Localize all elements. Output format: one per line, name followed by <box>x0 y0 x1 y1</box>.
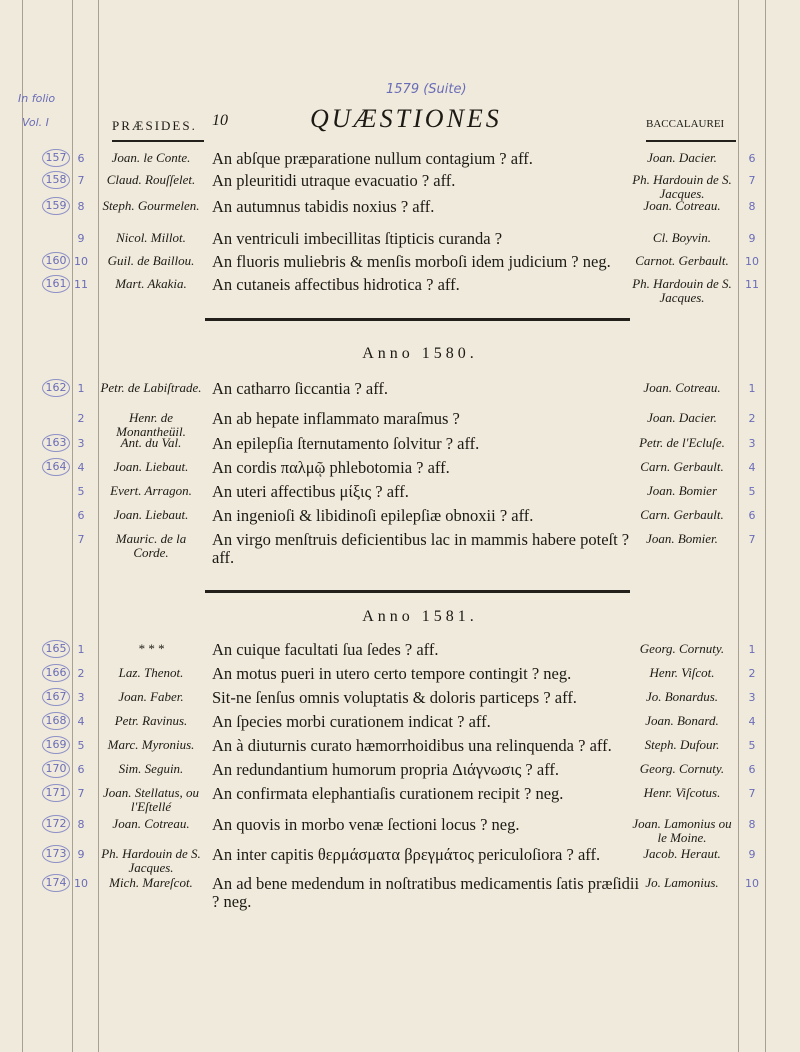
question-text: An ad bene medendum in noſtratibus medicamentis ſatis præſidii ? neg. <box>212 874 640 911</box>
right-question-number: 2 <box>748 412 756 425</box>
header-rule <box>646 140 736 142</box>
question-number: 9 <box>77 848 85 861</box>
praeses-name: Claud. Rouſſelet. <box>106 172 196 187</box>
question-number: 7 <box>77 533 85 546</box>
catalog-number-mark: 167 <box>42 688 70 706</box>
baccalaureus-name: Joan. Bomier. <box>646 531 718 546</box>
question-text: An cutaneis affectibus hidrotica ? aff. <box>212 275 460 294</box>
right-question-number: 9 <box>748 232 756 245</box>
praeses-name: Laz. Thenot. <box>118 665 184 680</box>
catalog-number-mark: 174 <box>42 874 70 892</box>
catalog-number-mark: 168 <box>42 712 70 730</box>
right-question-number: 2 <box>748 667 756 680</box>
margin-line <box>765 0 766 1052</box>
catalog-number-mark: 171 <box>42 784 70 802</box>
praeses-name: Petr. Ravinus. <box>114 713 188 728</box>
praeses-name: Petr. de Labiſtrade. <box>100 380 202 395</box>
praeses-name: Joan. Liebaut. <box>113 459 189 474</box>
praeses-name: Joan. Stellatus, ou l'Eſtellé <box>102 785 200 814</box>
baccalaureus-name: Joan. Dacier. <box>647 410 717 425</box>
question-text: An ab hepate inflammato maraſmus ? <box>212 409 460 428</box>
question-text: An inter capitis θερμάσματα βρεγμάτος periculoſiora ? aff. <box>212 845 601 864</box>
praeses-name: Evert. Arragon. <box>110 483 192 498</box>
praeses-name: Joan. Faber. <box>118 689 184 704</box>
catalog-number-mark: 157 <box>42 149 70 167</box>
praeses-name: Ant. du Val. <box>120 435 182 450</box>
baccalaureus-name: Joan. Dacier. <box>647 150 717 165</box>
catalog-number-mark: 165 <box>42 640 70 658</box>
catalog-number-mark: 163 <box>42 434 70 452</box>
question-text: An ſpecies morbi curationem indicat ? aff. <box>212 712 491 731</box>
header-presides: PRÆSIDES. <box>112 118 197 133</box>
header-rule <box>112 140 204 142</box>
question-text: An quovis in morbo venæ ſectioni locus ? neg. <box>212 815 520 834</box>
question-number: 2 <box>77 667 85 680</box>
question-number: 2 <box>77 412 85 425</box>
catalog-number-mark: 161 <box>42 275 70 293</box>
praeses-name: Nicol. Millot. <box>116 230 186 245</box>
catalog-number-mark: 162 <box>42 379 70 397</box>
baccalaureus-name: Carn. Gerbault. <box>640 507 724 522</box>
question-text: An cuique facultati ſua ſedes ? aff. <box>212 640 439 659</box>
question-number: 10 <box>74 877 88 890</box>
praeses-name: Joan. Cotreau. <box>112 816 190 831</box>
header-baccalaurei: BACCALAUREI <box>646 118 725 130</box>
question-number: 3 <box>77 691 85 704</box>
question-number: 10 <box>74 255 88 268</box>
question-number: 1 <box>77 643 85 656</box>
praeses-name: Mauric. de la Corde. <box>115 531 187 560</box>
page-title: QUÆSTIONES <box>310 104 502 133</box>
baccalaureus-name: Georg. Cornuty. <box>639 761 725 776</box>
praeses-name: Mich. Mareſcot. <box>109 875 193 890</box>
question-text: An confirmata elephantiaſis curationem recipit ? neg. <box>212 784 564 803</box>
baccalaureus-name: Henr. Viſcotus. <box>643 785 721 800</box>
right-question-number: 10 <box>745 877 759 890</box>
baccalaureus-name: Joan. Bonard. <box>645 713 719 728</box>
catalog-number-mark: 170 <box>42 760 70 778</box>
catalog-number-mark: 172 <box>42 815 70 833</box>
praeses-name: Steph. Gourmelen. <box>102 198 200 213</box>
baccalaureus-name: Cl. Boyvin. <box>652 230 712 245</box>
question-text: An cordis παλμῷ phlebotomia ? aff. <box>212 458 450 477</box>
question-number: 6 <box>77 763 85 776</box>
year-heading: Anno 1580. <box>362 345 478 362</box>
catalog-number-mark: 173 <box>42 845 70 863</box>
right-question-number: 4 <box>748 461 756 474</box>
right-question-number: 5 <box>748 485 756 498</box>
question-text: An uteri affectibus μίξις ? aff. <box>212 482 409 501</box>
question-text: An epilepſia ſternutamento ſolvitur ? aff. <box>212 434 480 453</box>
margin-line <box>22 0 23 1052</box>
baccalaureus-name: Joan. Lamonius ou le Moine. <box>632 816 732 845</box>
right-question-number: 5 <box>748 739 756 752</box>
baccalaureus-name: Steph. Dufour. <box>644 737 720 752</box>
question-text: An abſque præparatione nullum contagium ? aff. <box>212 149 533 168</box>
praeses-name: Sim. Seguin. <box>118 761 184 776</box>
right-question-number: 7 <box>748 533 756 546</box>
question-text: An catharro ſiccantia ? aff. <box>212 379 389 398</box>
right-question-number: 6 <box>748 152 756 165</box>
right-question-number: 6 <box>748 763 756 776</box>
baccalaureus-name: Jo. Bonardus. <box>645 689 719 704</box>
right-question-number: 9 <box>748 848 756 861</box>
question-number: 9 <box>77 232 85 245</box>
question-number: 7 <box>77 787 85 800</box>
baccalaureus-name: Henr. Viſcot. <box>649 665 715 680</box>
question-text: An à diuturnis curato hæmorrhoidibus una relinquenda ? aff. <box>212 736 612 755</box>
right-question-number: 7 <box>748 787 756 800</box>
catalog-number-mark: 160 <box>42 252 70 270</box>
right-question-number: 11 <box>745 278 759 291</box>
question-text: An motus pueri in utero certo tempore contingit ? neg. <box>212 664 572 683</box>
question-text: An pleuritidi utraque evacuatio ? aff. <box>212 171 456 190</box>
baccalaureus-name: Joan. Bomier <box>646 483 718 498</box>
question-number: 5 <box>77 485 85 498</box>
question-number: 1 <box>77 382 85 395</box>
right-question-number: 10 <box>745 255 759 268</box>
baccalaureus-name: Ph. Hardouin de S. Jacques. <box>632 276 732 305</box>
margin-note-folio: In folio <box>18 92 56 105</box>
section-rule <box>205 590 630 593</box>
baccalaureus-name: Joan. Cotreau. <box>643 198 721 213</box>
question-text: An ventriculi imbecillitas ſtipticis curanda ? <box>212 229 503 248</box>
praeses-name: * * * <box>138 641 164 656</box>
catalog-number-mark: 169 <box>42 736 70 754</box>
right-question-number: 8 <box>748 200 756 213</box>
praeses-name: Guil. de Baillou. <box>107 253 195 268</box>
right-question-number: 8 <box>748 818 756 831</box>
right-question-number: 3 <box>748 691 756 704</box>
question-number: 4 <box>77 461 85 474</box>
margin-note-volume: Vol. I <box>22 116 49 129</box>
question-text: An fluoris muliebris & menſis morboſi idem judicium ? neg. <box>212 252 611 271</box>
baccalaureus-name: Petr. de l'Ecluſe. <box>639 435 725 450</box>
right-question-number: 3 <box>748 437 756 450</box>
right-question-number: 1 <box>748 382 756 395</box>
question-text: An redundantium humorum propria Διάγνωσις ? aff. <box>212 760 560 779</box>
year-heading: Anno 1581. <box>362 608 478 625</box>
section-rule <box>205 318 630 321</box>
praeses-name: Ph. Hardouin de S. Jacques. <box>101 846 201 875</box>
margin-note-top: 1579 (Suite) <box>386 82 467 97</box>
baccalaureus-name: Ph. Hardouin de S. Jacques. <box>632 172 732 201</box>
praeses-name: Marc. Myronius. <box>107 737 195 752</box>
question-number: 6 <box>77 509 85 522</box>
right-question-number: 6 <box>748 509 756 522</box>
question-number: 3 <box>77 437 85 450</box>
baccalaureus-name: Georg. Cornuty. <box>639 641 725 656</box>
question-number: 8 <box>77 200 85 213</box>
question-text: Sit-ne ſenſus omnis voluptatis & doloris particeps ? aff. <box>212 688 577 707</box>
question-text: An ingenioſi & libidinoſi epilepſiæ obnoxii ? aff. <box>212 506 534 525</box>
margin-line <box>738 0 739 1052</box>
catalog-number-mark: 166 <box>42 664 70 682</box>
praeses-name: Mart. Akakia. <box>115 276 187 291</box>
page-number: 10 <box>212 112 228 129</box>
question-number: 8 <box>77 818 85 831</box>
question-number: 5 <box>77 739 85 752</box>
right-question-number: 1 <box>748 643 756 656</box>
baccalaureus-name: Jo. Lamonius. <box>645 875 719 890</box>
baccalaureus-name: Joan. Cotreau. <box>643 380 721 395</box>
catalog-number-mark: 164 <box>42 458 70 476</box>
question-number: 6 <box>77 152 85 165</box>
praeses-name: Henr. de Monantheüil. <box>116 410 186 439</box>
baccalaureus-name: Carn. Gerbault. <box>640 459 724 474</box>
catalog-number-mark: 158 <box>42 171 70 189</box>
question-text: An autumnus tabidis noxius ? aff. <box>212 197 435 216</box>
question-number: 11 <box>74 278 88 291</box>
baccalaureus-name: Carnot. Gerbault. <box>635 253 729 268</box>
question-text: An virgo menſtruis deficientibus lac in mammis habere poteſt ? aff. <box>212 530 630 567</box>
baccalaureus-name: Jacob. Heraut. <box>643 846 721 861</box>
praeses-name: Joan. le Conte. <box>111 150 191 165</box>
praeses-name: Joan. Liebaut. <box>113 507 189 522</box>
catalog-number-mark: 159 <box>42 197 70 215</box>
question-number: 4 <box>77 715 85 728</box>
right-question-number: 7 <box>748 174 756 187</box>
question-number: 7 <box>77 174 85 187</box>
right-question-number: 4 <box>748 715 756 728</box>
